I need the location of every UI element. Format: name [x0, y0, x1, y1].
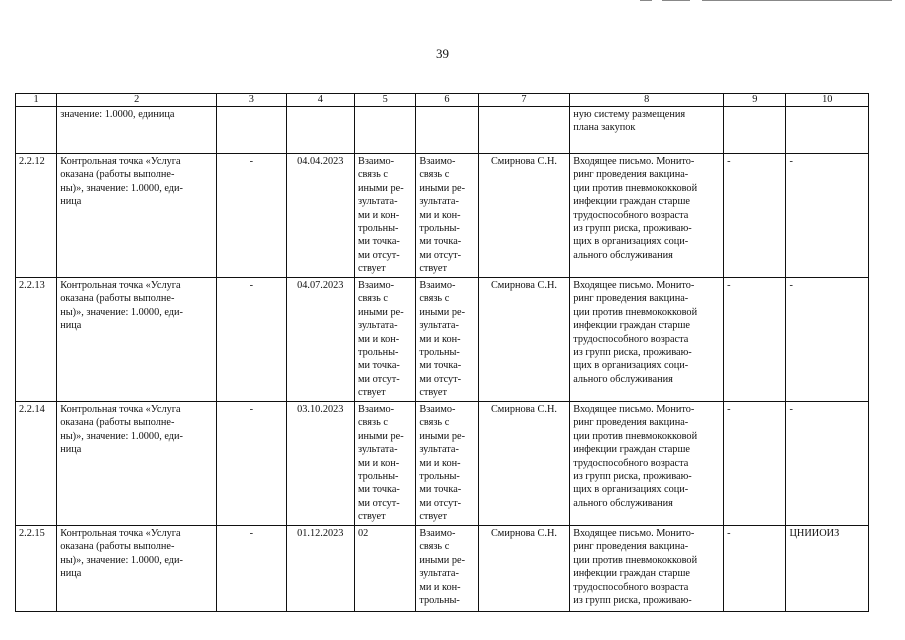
cell-col3: - — [217, 278, 286, 402]
cell-col6: Взаимо- связь с иными ре- зультата- ми и кон- трольны- ми точка- ми отсут- ствует — [416, 402, 478, 526]
cell-responsible: Смирнова С.Н. — [478, 154, 570, 278]
cell-col9: - — [724, 526, 786, 612]
cell-date: 01.12.2023 — [286, 526, 354, 612]
cell-col5: Взаимо- связь с иными ре- зультата- ми и кон- трольны- ми точка- ми отсут- ствует — [354, 278, 415, 402]
cell-col5: Взаимо- связь с иными ре- зультата- ми и кон- трольны- ми точка- ми отсут- ствует — [354, 402, 415, 526]
cell-col3: - — [217, 154, 286, 278]
cell-description: Входящее письмо. Монито- ринг проведения вакцина- ции против пневмококковой инфекции граждан старше трудоспособного возраста из групп риска, проживаю- щих в организациях соци- ального обслуживания — [570, 278, 724, 402]
cell-responsible — [478, 107, 570, 154]
column-header: 2 — [57, 94, 217, 107]
cell-col6: Взаимо- связь с иными ре- зультата- ми и кон- трольны- ми точка- ми отсут- ствует — [416, 154, 478, 278]
cell-date: 04.07.2023 — [286, 278, 354, 402]
data-table — [15, 93, 869, 612]
column-header: 7 — [478, 94, 570, 107]
cell-col5 — [354, 107, 415, 154]
header-row — [16, 94, 869, 107]
cell-col9: - — [724, 154, 786, 278]
scan-artifact-line — [640, 0, 652, 1]
table-row — [16, 278, 869, 402]
cell-responsible: Смирнова С.Н. — [478, 526, 570, 612]
scan-artifact-line — [702, 0, 892, 1]
table-row — [16, 526, 869, 612]
cell-name: Контрольная точка «Услуга оказана (работы выполне- ны)», значение: 1.0000, еди- ница — [57, 154, 217, 278]
cell-name: Контрольная точка «Услуга оказана (работы выполне- ны)», значение: 1.0000, еди- ница — [57, 526, 217, 612]
cell-description: Входящее письмо. Монито- ринг проведения вакцина- ции против пневмококковой инфекции граждан старше трудоспособного возраста из групп риска, проживаю- — [570, 526, 724, 612]
cell-col6 — [416, 107, 478, 154]
cell-col3: - — [217, 526, 286, 612]
cell-col10: - — [786, 154, 869, 278]
scan-artifact-line — [662, 0, 690, 1]
column-header: 5 — [354, 94, 415, 107]
cell-col5: Взаимо- связь с иными ре- зультата- ми и кон- трольны- ми точка- ми отсут- ствует — [354, 154, 415, 278]
table-row-continuation — [16, 107, 869, 154]
table-row — [16, 154, 869, 278]
cell-col9: - — [724, 278, 786, 402]
cell-col6: Взаимо- связь с иными ре- зультата- ми и кон- трольны- — [416, 526, 478, 612]
column-header: 6 — [416, 94, 478, 107]
cell-col9: - — [724, 402, 786, 526]
column-header: 10 — [786, 94, 869, 107]
column-header: 9 — [724, 94, 786, 107]
cell-date: 04.04.2023 — [286, 154, 354, 278]
cell-col3: - — [217, 402, 286, 526]
cell-col10: - — [786, 278, 869, 402]
cell-col3 — [217, 107, 286, 154]
cell-date — [286, 107, 354, 154]
cell-date: 03.10.2023 — [286, 402, 354, 526]
column-header: 8 — [570, 94, 724, 107]
cell-number: 2.2.12 — [16, 154, 57, 278]
cell-description: Входящее письмо. Монито- ринг проведения вакцина- ции против пневмококковой инфекции граждан старше трудоспособного возраста из групп риска, проживаю- щих в организациях соци- ального обслуживания — [570, 402, 724, 526]
cell-responsible: Смирнова С.Н. — [478, 402, 570, 526]
cell-responsible: Смирнова С.Н. — [478, 278, 570, 402]
table-row — [16, 402, 869, 526]
cell-col6: Взаимо- связь с иными ре- зультата- ми и кон- трольны- ми точка- ми отсут- ствует — [416, 278, 478, 402]
column-header: 3 — [217, 94, 286, 107]
cell-name: Контрольная точка «Услуга оказана (работы выполне- ны)», значение: 1.0000, еди- ница — [57, 278, 217, 402]
cell-col10 — [786, 107, 869, 154]
cell-col10: ЦНИИОИЗ — [786, 526, 869, 612]
cell-number — [16, 107, 57, 154]
cell-description: Входящее письмо. Монито- ринг проведения вакцина- ции против пневмококковой инфекции граждан старше трудоспособного возраста из групп риска, проживаю- щих в организациях соци- ального обслуживания — [570, 154, 724, 278]
cell-description: ную систему размещения плана закупок — [570, 107, 724, 154]
page-number: 39 — [436, 46, 449, 61]
column-header: 4 — [286, 94, 354, 107]
cell-col9 — [724, 107, 786, 154]
cell-number: 2.2.15 — [16, 526, 57, 612]
cell-number: 2.2.14 — [16, 402, 57, 526]
cell-name: значение: 1.0000, единица — [57, 107, 217, 154]
cell-col10: - — [786, 402, 869, 526]
cell-col5: 02 — [354, 526, 415, 612]
column-header: 1 — [16, 94, 57, 107]
cell-name: Контрольная точка «Услуга оказана (работы выполне- ны)», значение: 1.0000, еди- ница — [57, 402, 217, 526]
cell-number: 2.2.13 — [16, 278, 57, 402]
